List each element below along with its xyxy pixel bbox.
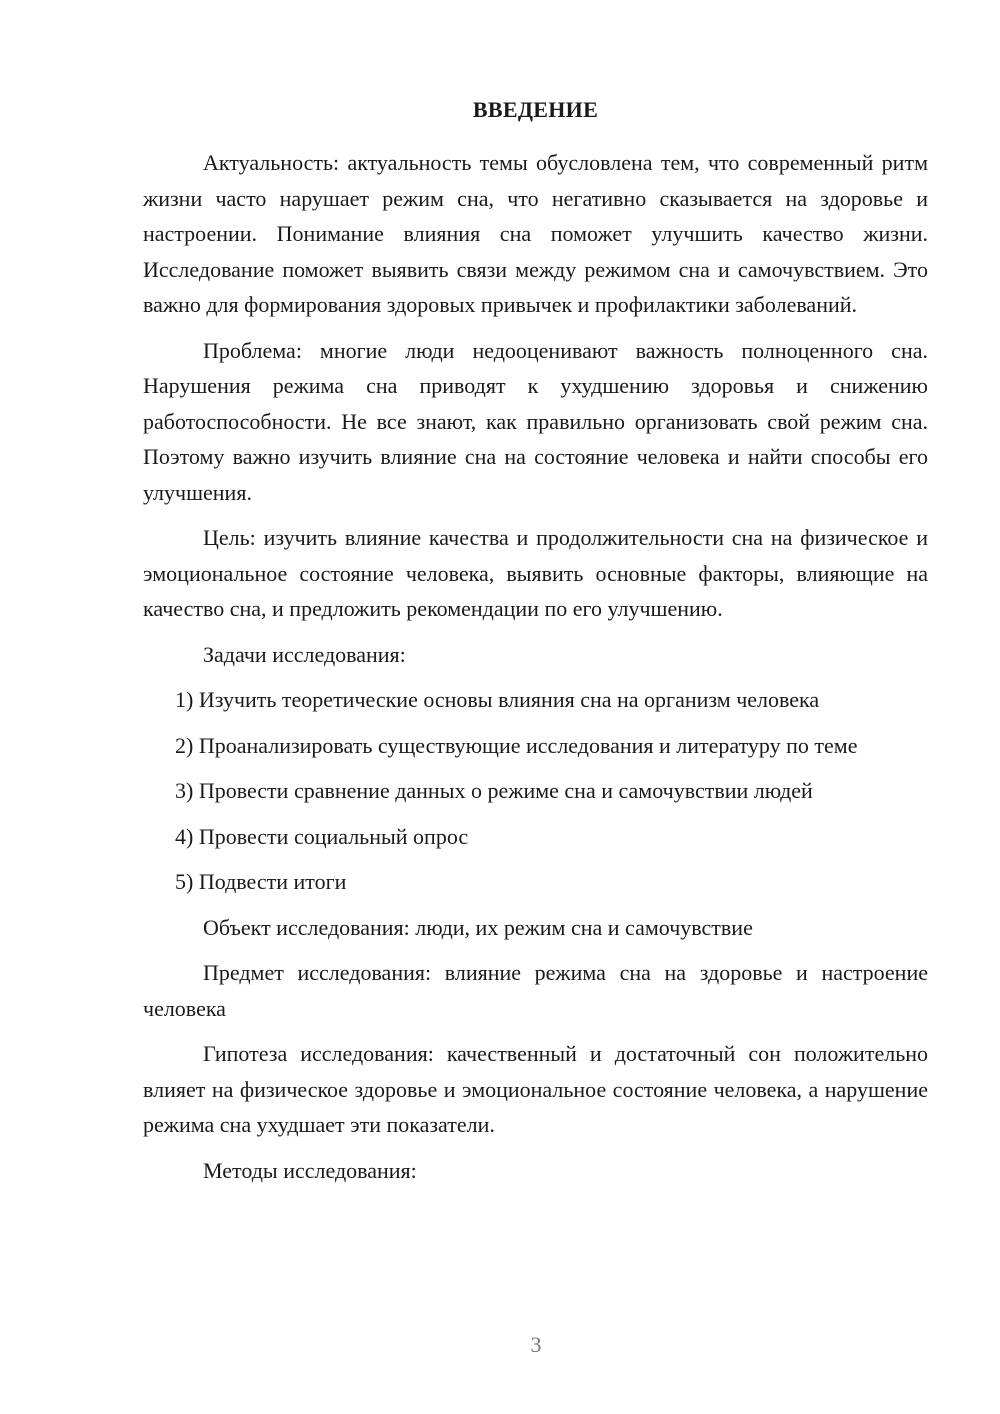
section-title: ВВЕДЕНИЕ [472, 97, 599, 122]
task-item-3: 3) Провести сравнение данных о режиме сна и самочувствии людей [175, 778, 813, 803]
task-item-4: 4) Провести социальный опрос [175, 823, 469, 849]
document-page [143, 95, 928, 1198]
paragraph-object: Объект исследования: люди, их режим сна и самочувствие [203, 914, 753, 940]
task-item-5: 5) Подвести итоги [175, 869, 347, 894]
paragraph-relevance: Актуальность: актуальность темы обусловлена тем, что современный ритм жизни часто нарушает режим сна, что негативно сказывается на здоровье и настроении. Понимание влияния сна поможет улучшить качество жизни. Исследование поможет выявить связи между режимом сна и самочувствием. Это важно для формирования здоровых привычек и профилактики заболеваний. [143, 150, 928, 317]
tasks-heading: Задачи исследования: [203, 641, 406, 667]
task-item-2: 2) Проанализировать существующие исследования и литературу по теме [175, 732, 858, 758]
paragraph-subject: Предмет исследования: влияние режима сна на здоровье и настроение человека [143, 960, 928, 1021]
paragraph-hypothesis: Гипотеза исследования: качественный и достаточный сон положительно влияет на физическое здоровье и эмоциональное состояние человека, а нарушение режима сна ухудшает эти показатели. [143, 1041, 928, 1137]
paragraph-goal: Цель: изучить влияние качества и продолжительности сна на физическое и эмоциональное состояние человека, выявить основные факторы, влияющие на качество сна, и предложить рекомендации по его улучшению. [143, 525, 928, 621]
paragraph-problem: Проблема: многие люди недооценивают важность полноценного сна. Нарушения режима сна приводят к ухудшению здоровья и снижению работоспособности. Не все знают, как правильно организовать свой режим сна. Поэтому важно изучить влияние сна на состояние человека и найти способы его улучшения. [143, 337, 928, 505]
task-item-1: 1) Изучить теоретические основы влияния сна на организм человека [175, 687, 820, 712]
page-number: 3 [530, 1332, 542, 1357]
methods-heading: Методы исследования: [203, 1157, 417, 1183]
